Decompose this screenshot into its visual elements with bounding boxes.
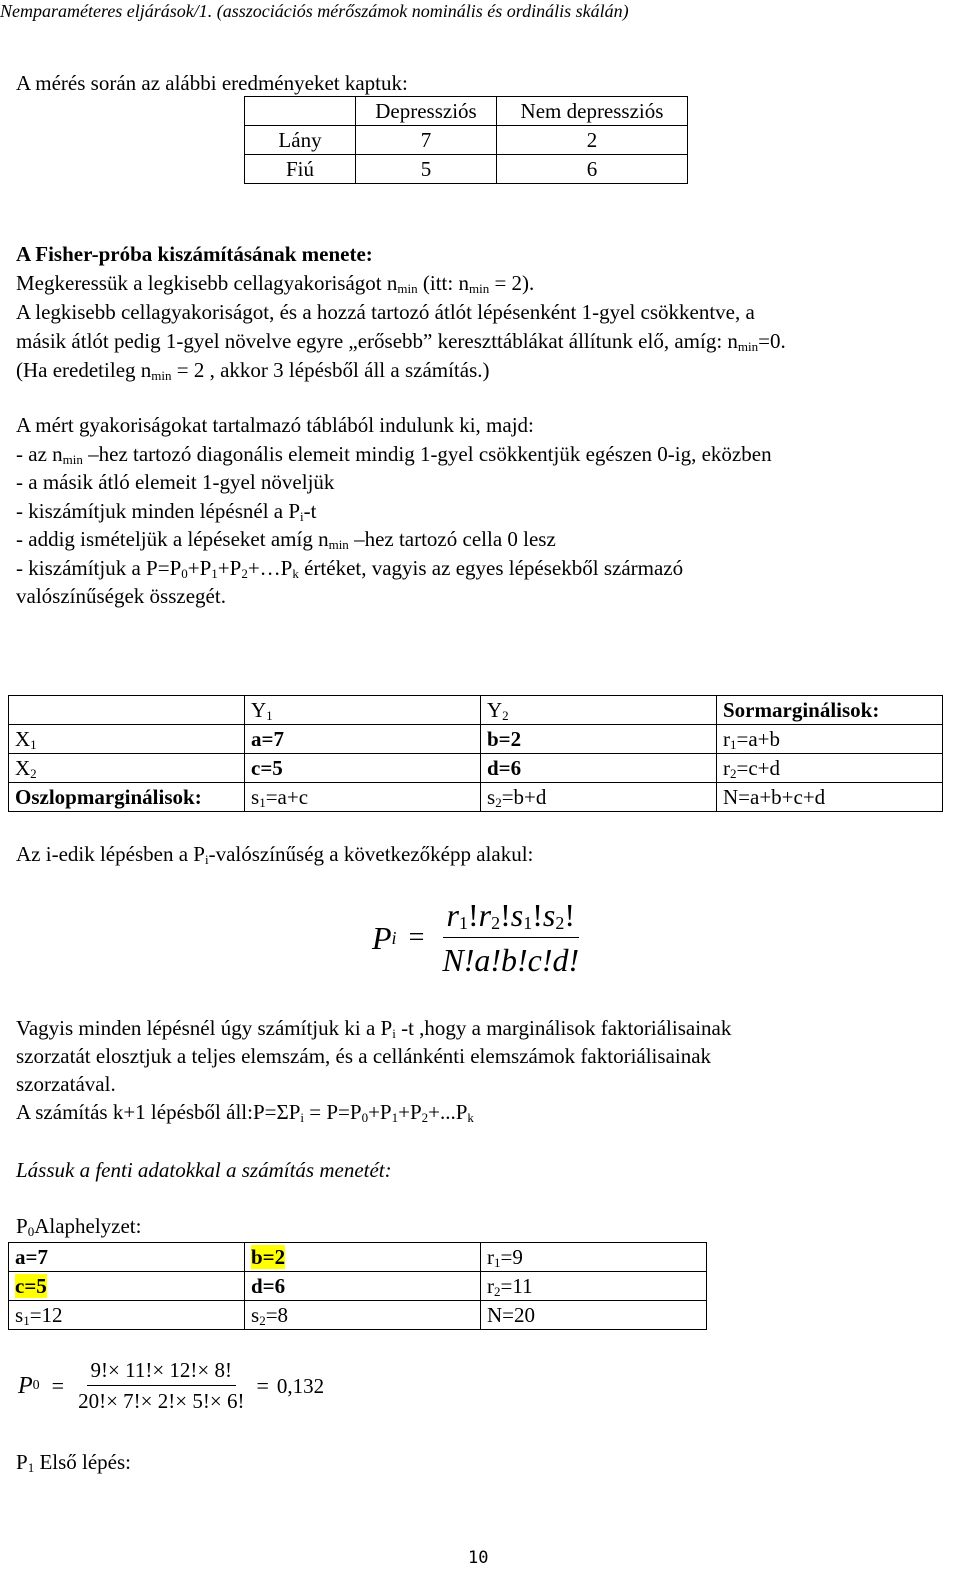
table-row	[245, 155, 688, 184]
text-line: másik átlót pedig 1-gyel növelve egyre „erősebb” kereszttáblákat állítunk elő, amíg: $n_{min}=0$.	[16, 329, 786, 354]
highlighted-value: c=5	[15, 1273, 47, 1298]
table-row	[9, 783, 943, 812]
formula-result: 0,132	[276, 1373, 325, 1398]
table-cell	[9, 1272, 245, 1301]
table-cell: 2	[497, 126, 688, 155]
table-cell: $r_2=c+d$	[717, 754, 943, 783]
formula-lhs: P	[18, 1372, 33, 1399]
table-cell: b=2	[481, 725, 717, 754]
fisher-section	[16, 241, 786, 386]
row-label: Lány	[245, 126, 356, 155]
table-cell: d=6	[481, 754, 717, 783]
table-cell: N=a+b+c+d	[717, 783, 943, 812]
table-cell: $s_1=a+c$	[245, 783, 481, 812]
table-row	[9, 1272, 707, 1301]
row-label: $X_1$	[9, 725, 245, 754]
text-line: - kiszámítjuk minden lépésnél a $P_i-t$	[16, 498, 317, 524]
p1-label: $P_1$ Első lépés:	[16, 1450, 132, 1475]
table-cell: a=7	[245, 725, 481, 754]
table-cell: c=5	[245, 754, 481, 783]
table-cell: 7	[356, 126, 497, 155]
formula-equals: =	[408, 922, 425, 953]
table-row	[9, 1243, 707, 1272]
pi-formula: P i = $\frac{r_1!r_2!s_1!s_2!}{N!a!b!c!d!}$	[372, 895, 583, 980]
table-cell: 5	[356, 155, 497, 184]
formula-equals: =	[51, 1373, 65, 1398]
table-row	[245, 97, 688, 126]
text-line: Megkeressük a legkisebb cellagyakoriságot $n_{min}$ (itt: $n_{min} = 2$).	[16, 271, 535, 296]
example-heading: Lássuk a fenti adatokkal a számítás menetét:	[16, 1158, 392, 1182]
table-row	[9, 725, 943, 754]
table-row	[9, 754, 943, 783]
table-header: Sormarginálisok:	[717, 696, 943, 725]
formula-lhs: P	[372, 919, 392, 956]
page-number: 10	[468, 1548, 489, 1568]
formula-numerator: 9!× 11!× 12!× 8!	[87, 1357, 236, 1386]
table-cell: $s_2=8$	[245, 1301, 481, 1330]
table-cell: 6	[497, 155, 688, 184]
row-label: $X_2$	[9, 754, 245, 783]
row-label: Fiú	[245, 155, 356, 184]
table-cell: $r_2=11$	[481, 1272, 707, 1301]
table-header: $Y_2$	[481, 696, 717, 725]
text-line: A számítás k+1 lépésből $áll:P=\Sigma P_i = P=P_0+P_1+P_2+...P_k$	[16, 1100, 474, 1125]
text-line: - kiszámítjuk a $P=P_0+P_1+P_2+\dots P_k$ értéket, vagyis az egyes lépésekből származó	[16, 555, 684, 581]
row-label: Oszlopmarginálisok:	[9, 783, 245, 812]
formula-equals: =	[256, 1373, 269, 1398]
text-line: - az $n_{min}$ –hez tartozó diagonális elemeit mindig 1-gyel csökkentjük egészen 0-ig, eközben	[16, 441, 772, 467]
table-header: Depressziós	[356, 97, 497, 126]
table-cell	[245, 97, 356, 126]
text-line: Vagyis minden lépésnél úgy számítjuk ki a $P_i$ -t ,hogy a marginálisok faktoriálisainak	[16, 1016, 732, 1041]
table-cell: N=20	[481, 1301, 707, 1330]
p0-table	[8, 1242, 707, 1330]
text-line: szorzatával.	[16, 1072, 116, 1096]
explanation-section	[16, 1015, 731, 1127]
p0-label: $P_0Alaphelyzet$:	[16, 1214, 142, 1239]
formula-denominator: 20!× 7!× 2!× 5!× 6!	[78, 1389, 245, 1414]
table-cell	[9, 696, 245, 725]
text-line: - a másik átló elemeit 1-gyel növeljük	[16, 470, 335, 494]
table-row	[245, 126, 688, 155]
formula-fraction	[74, 1357, 248, 1415]
text-line: szorzatát elosztjuk a teljes elemszám, és a cellánkénti elemszámok faktoriálisainak	[16, 1044, 712, 1068]
section-heading: A Fisher-próba kiszámításának menete:	[16, 242, 373, 266]
table-cell: $r_1=9$	[481, 1243, 707, 1272]
table-header: Nem depressziós	[497, 97, 688, 126]
text-line: A mért gyakoriságokat tartalmazó táblából indulunk ki, majd:	[16, 413, 534, 437]
table-cell: d=6	[245, 1272, 481, 1301]
results-table	[244, 96, 688, 184]
steps-section	[16, 412, 772, 612]
table-cell	[245, 1243, 481, 1272]
text-line: (Ha eredetileg $n_{min} = 2$ , akkor 3 lépésből áll a számítás.)	[16, 358, 490, 383]
table-row	[9, 696, 943, 725]
table-cell: $r_1=a+b$	[717, 725, 943, 754]
highlighted-value: b=2	[251, 1244, 286, 1269]
table-cell: $s_2=b+d$	[481, 783, 717, 812]
table-row	[9, 1301, 707, 1330]
text-line: valószínűségek összegét.	[16, 584, 226, 608]
table-cell: a=7	[9, 1243, 245, 1272]
page-header: Nemparaméteres eljárások/1. (asszociációs mérőszámok nominális és ordinális skálán)	[0, 1, 629, 21]
formula-fraction	[438, 895, 583, 980]
p0-formula: P 0 = $\frac{9!\times 11!\times 12!\times 8!}{20!\times 7!\times 2!\times 5!\times 6!}$ = 0,132	[18, 1358, 325, 1414]
formula-numerator: $r_1!r_2!s_1!s_2$!	[443, 895, 579, 938]
text-line: A legkisebb cellagyakoriságot, és a hozzá tartozó átlót lépésenként 1-gyel csökkentve, a	[16, 300, 755, 324]
contingency-table	[8, 695, 943, 812]
intro-text: A mérés során az alábbi eredményeket kaptuk:	[16, 71, 408, 95]
pi-description: Az i-edik lépésben a $P_i$-valószínűség a következőképp alakul:	[16, 842, 534, 867]
table-cell: $s_1=12$	[9, 1301, 245, 1330]
formula-denominator: N!a!b!c!d!	[442, 942, 580, 978]
table-header: $Y_1$	[245, 696, 481, 725]
text-line: - addig ismételjük a lépéseket amíg $n_{min}$ –hez tartozó cella 0 lesz	[16, 527, 556, 552]
